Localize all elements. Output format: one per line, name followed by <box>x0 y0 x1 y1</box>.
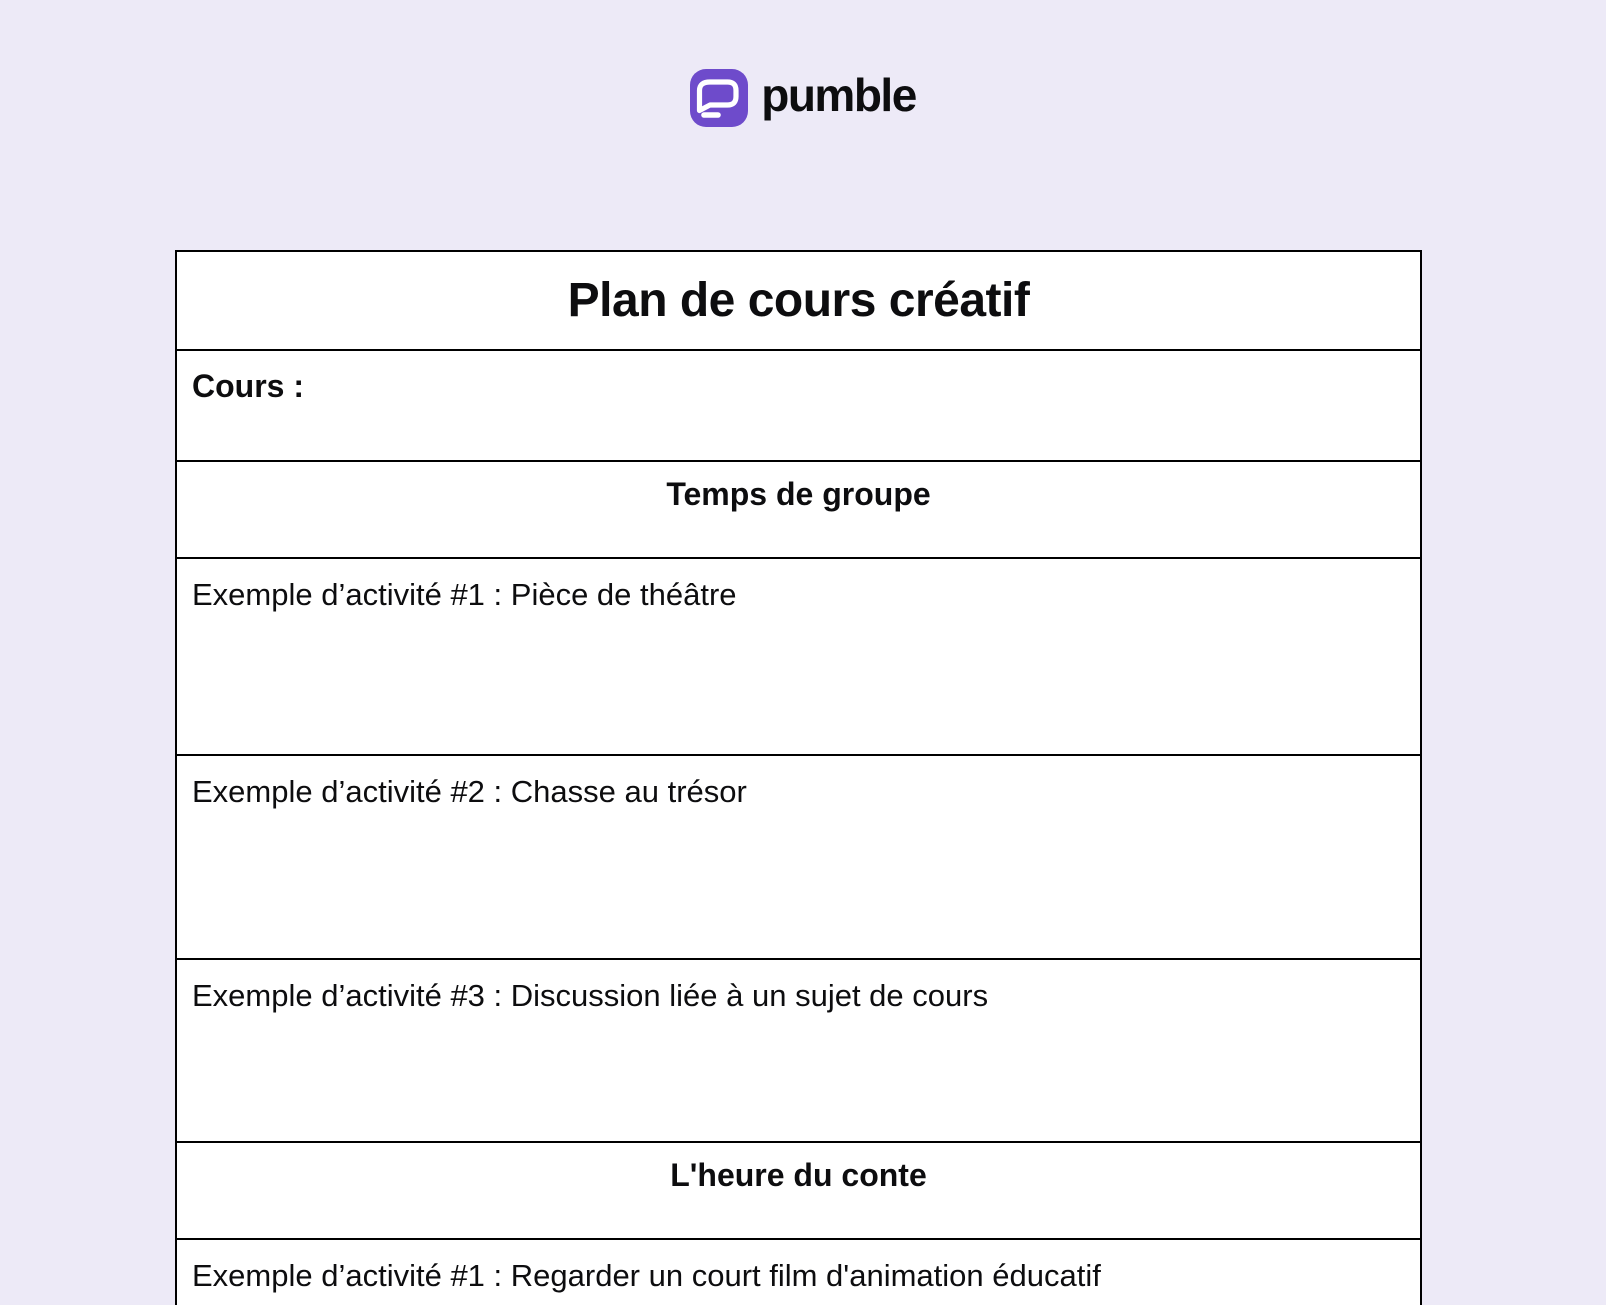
table-row <box>176 251 1421 350</box>
section-heading-heure-du-conte: L'heure du conte <box>176 1142 1421 1239</box>
activity-cell-3: Exemple d’activité #3 : Discussion liée à un sujet de cours <box>176 959 1421 1142</box>
pumble-speech-bubble-icon <box>690 69 748 127</box>
activity-cell-2: Exemple d’activité #2 : Chasse au trésor <box>176 755 1421 959</box>
section-heading-temps-de-groupe: Temps de groupe <box>176 461 1421 558</box>
lesson-plan-table <box>175 250 1422 1305</box>
pumble-logo-text: pumble <box>761 69 916 121</box>
table-row <box>176 461 1421 558</box>
table-row <box>176 959 1421 1142</box>
pumble-logo <box>0 0 1606 128</box>
plan-title: Plan de cours créatif <box>176 251 1421 350</box>
table-row <box>176 1142 1421 1239</box>
table-row <box>176 558 1421 755</box>
course-label-cell: Cours : <box>176 350 1421 461</box>
table-row <box>176 1239 1421 1305</box>
activity-cell-4: Exemple d’activité #1 : Regarder un court film d'animation éducatif <box>176 1239 1421 1305</box>
table-row <box>176 755 1421 959</box>
table-row <box>176 350 1421 461</box>
activity-cell-1: Exemple d’activité #1 : Pièce de théâtre <box>176 558 1421 755</box>
